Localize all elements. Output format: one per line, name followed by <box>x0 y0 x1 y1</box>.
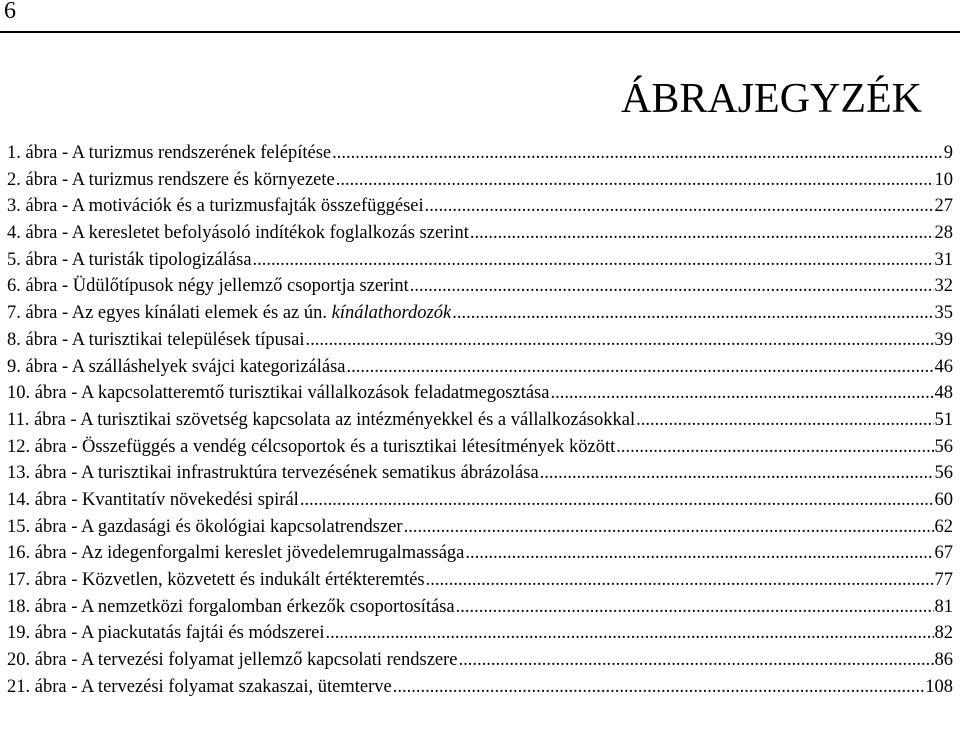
toc-entry-page-number: 56 <box>934 463 953 484</box>
toc-entry[interactable] <box>7 594 953 621</box>
toc-entry-text: 11. ábra - A turisztikai szövetség kapcsolata az intézményekkel és a vállalkozásokkal <box>7 409 636 430</box>
toc-entry-text: 9. ábra - A szálláshelyek svájci kategorizálása <box>7 356 346 377</box>
toc-entry-page-number: 56 <box>934 436 953 457</box>
toc-entry-page-number: 10 <box>934 169 953 190</box>
toc-entry-page-number: 48 <box>934 383 953 404</box>
dot-leader <box>347 354 934 381</box>
toc-entry[interactable] <box>7 380 953 407</box>
toc-entry-text: 4. ábra - A keresletet befolyásoló indítékok foglalkozás szerint <box>7 223 469 244</box>
dot-leader <box>459 647 934 674</box>
dot-leader <box>425 193 934 220</box>
toc-entry[interactable] <box>7 273 953 300</box>
toc-entry[interactable] <box>7 140 953 167</box>
toc-entry-label <box>7 354 346 381</box>
toc-entry-label <box>7 407 635 434</box>
toc-entry-text: 19. ábra - A piackutatás fajtái és módszerei <box>7 623 325 644</box>
toc-entry[interactable] <box>7 647 953 674</box>
figure-list <box>7 140 953 700</box>
toc-entry-page-number: 60 <box>934 489 953 510</box>
toc-entry-text: 12. ábra - Összefüggés a vendég célcsoportok és a turisztikai létesítmények között <box>7 436 616 457</box>
toc-entry-text: 20. ábra - A tervezési folyamat jellemző kapcsolati rendszere <box>7 650 458 671</box>
toc-entry-label <box>7 647 458 674</box>
dot-leader <box>426 567 934 594</box>
toc-entry-label <box>7 220 469 247</box>
toc-entry[interactable] <box>7 247 953 274</box>
toc-entry-page-number: 62 <box>934 516 953 537</box>
toc-entry[interactable] <box>7 407 953 434</box>
toc-entry-page-number: 51 <box>934 409 953 430</box>
toc-entry-text: 1. ábra - A turizmus rendszerének felépítése <box>7 143 332 163</box>
dot-leader <box>636 407 933 434</box>
dot-leader <box>540 460 934 487</box>
dot-leader <box>404 514 934 541</box>
dot-leader <box>305 327 933 354</box>
toc-entry[interactable] <box>7 220 953 247</box>
toc-entry-label <box>7 594 455 621</box>
toc-entry[interactable] <box>7 327 953 354</box>
toc-entry-page-number: 82 <box>934 623 953 644</box>
toc-entry-text: 10. ábra - A kapcsolatteremtő turisztikai vállalkozások feladatmegosztása <box>7 383 550 404</box>
dot-leader <box>410 273 934 300</box>
toc-entry-text: 6. ábra - Üdülőtípusok négy jellemző csoportja szerint <box>7 276 409 297</box>
toc-entry[interactable] <box>7 540 953 567</box>
dot-leader <box>470 220 934 247</box>
toc-entry-page-number: 31 <box>934 249 953 270</box>
toc-entry-page-number: 46 <box>934 356 953 377</box>
dot-leader <box>452 300 933 327</box>
toc-entry-label <box>7 487 299 514</box>
toc-entry[interactable] <box>7 354 953 381</box>
toc-entry-label <box>7 167 335 194</box>
toc-entry-label <box>7 247 252 274</box>
toc-entry-label <box>7 140 331 167</box>
toc-entry-text: 7. ábra - Az egyes kínálati elemek és az ún. <box>7 303 332 324</box>
toc-entry-text: 3. ábra - A motivációk és a turizmusfajták összefüggései <box>7 196 424 217</box>
toc-entry-italic-text: kínálathordozók <box>331 303 452 324</box>
toc-entry-text: 15. ábra - A gazdasági és ökológiai kapcsolatrendszer <box>7 516 403 537</box>
toc-entry-text: 16. ábra - Az idegenforgalmi kereslet jövedelemrugalmassága <box>7 543 465 564</box>
toc-entry-text: 8. ábra - A turisztikai települések típusai <box>7 329 305 350</box>
toc-entry[interactable] <box>7 193 953 220</box>
toc-entry[interactable] <box>7 514 953 541</box>
toc-entry-label <box>7 620 324 647</box>
toc-entry[interactable] <box>7 460 953 487</box>
toc-entry-page-number: 86 <box>934 650 953 671</box>
page-title: ÁBRAJEGYZÉK <box>621 76 922 122</box>
dot-leader <box>465 540 933 567</box>
toc-entry-page-number: 32 <box>934 276 953 297</box>
toc-entry[interactable] <box>7 487 953 514</box>
toc-entry-label <box>7 540 464 567</box>
toc-entry-label <box>7 193 424 220</box>
toc-entry-text: 14. ábra - Kvantitatív növekedési spirál <box>7 489 299 510</box>
dot-leader <box>336 167 934 194</box>
toc-entry[interactable] <box>7 300 953 327</box>
toc-entry[interactable] <box>7 674 953 701</box>
dot-leader <box>393 674 925 701</box>
toc-entry-page-number: 108 <box>925 676 953 697</box>
toc-entry-page-number: 9 <box>943 143 953 163</box>
toc-entry-label <box>7 327 304 354</box>
dot-leader <box>300 487 934 514</box>
toc-entry-text: 13. ábra - A turisztikai infrastruktúra tervezésének sematikus ábrázolása <box>7 463 539 484</box>
toc-entry-text: 17. ábra - Közvetlen, közvetett és indukált értékteremtés <box>7 570 425 590</box>
toc-entry-page-number: 35 <box>934 303 953 324</box>
page-number: 6 <box>4 0 16 24</box>
toc-entry-text: 21. ábra - A tervezési folyamat szakaszai, ütemterve <box>7 676 392 697</box>
dot-leader <box>332 140 943 167</box>
toc-entry-label <box>7 674 392 701</box>
toc-entry-text: 5. ábra - A turisták tipologizálása <box>7 249 252 270</box>
toc-entry[interactable] <box>7 434 953 461</box>
toc-entry-page-number: 77 <box>934 570 953 590</box>
toc-entry-label <box>7 300 451 327</box>
toc-entry-page-number: 67 <box>934 543 953 564</box>
dot-leader <box>253 247 934 274</box>
toc-entry-page-number: 39 <box>934 329 953 350</box>
toc-entry-label <box>7 273 409 300</box>
toc-entry-page-number: 28 <box>934 223 953 244</box>
toc-entry-label <box>7 380 549 407</box>
toc-entry[interactable] <box>7 167 953 194</box>
dot-leader <box>616 434 933 461</box>
toc-entry-page-number: 81 <box>934 596 953 617</box>
toc-entry-text: 18. ábra - A nemzetközi forgalomban érkezők csoportosítása <box>7 596 455 617</box>
toc-entry-page-number: 27 <box>934 196 953 217</box>
toc-entry-label <box>7 567 425 594</box>
toc-entry-label <box>7 514 403 541</box>
dot-leader <box>550 380 933 407</box>
toc-entry-text: 2. ábra - A turizmus rendszere és környezete <box>7 169 335 190</box>
dot-leader <box>325 620 933 647</box>
toc-entry-label <box>7 460 539 487</box>
toc-entry[interactable] <box>7 567 953 594</box>
header-rule <box>0 31 960 33</box>
toc-entry[interactable] <box>7 620 953 647</box>
toc-entry-label <box>7 434 615 461</box>
dot-leader <box>456 594 934 621</box>
